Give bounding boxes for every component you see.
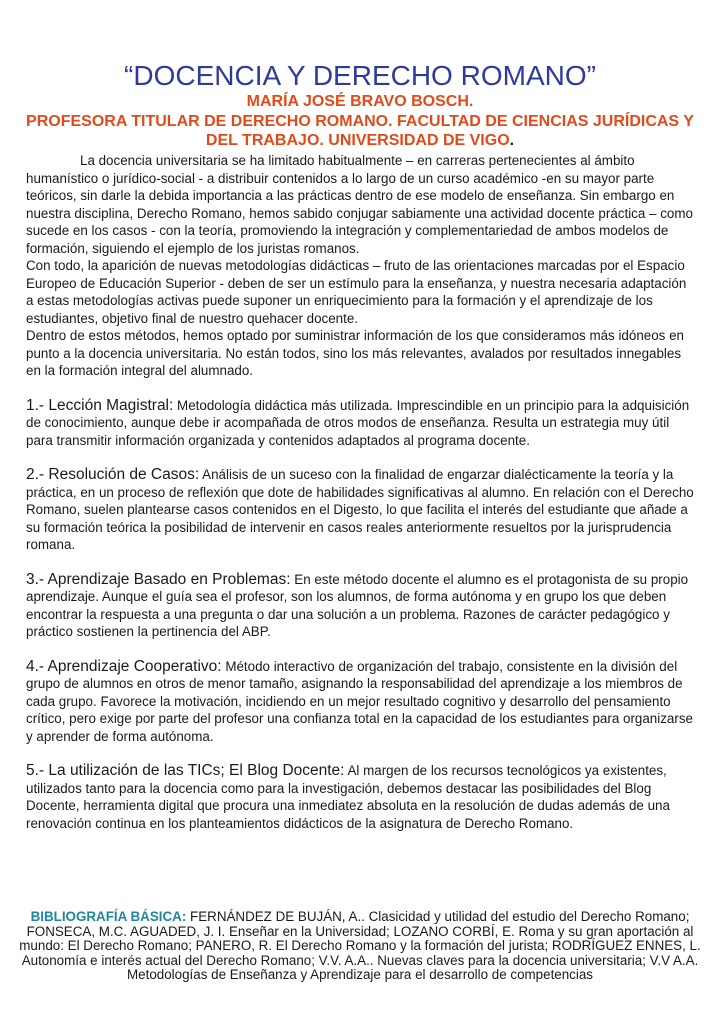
- bibliography: [12, 910, 708, 983]
- method-heading: 4.- Aprendizaje Cooperativo:: [26, 657, 222, 675]
- method-description: Metodología didáctica más utilizada. Imprescindible en un principio para la adquisición de conocimiento, aunque debe ir acompañada de otros modos de enseñanza. Resulta un estrategia muy útil para transmitir información organizada y contenidos adaptados al programa docente.: [26, 397, 690, 448]
- method-item-4: [26, 658, 694, 746]
- intro-paragraph-2: Con todo, la aparición de nuevas metodologías didácticas – fruto de las orientaciones marcadas por el Espacio Europeo de Educación Superior - deben de ser un estímulo para la enseñanza, y nuestra necesaria adaptación a estas metodologías activas puede suponer un enriquecimiento para la formación y el aprendizaje de los estudiantes, objetivo final de nuestro quehacer docente.: [26, 258, 687, 326]
- method-heading: 2.- Resolución de Casos:: [26, 466, 200, 483]
- intro-paragraph-3: Dentro de estos métodos, hemos optado por suministrar información de los que consideramos más idóneos en punto a la docencia universitaria. No están todos, sino los más relevantes, avalados por resultados innegables en la formación integral del alumnado.: [26, 328, 684, 378]
- affiliation-text: PROFESORA TITULAR DE DERECHO ROMANO. FACULTAD DE CIENCIAS JURÍDICAS Y DEL TRABAJO. UNIVERSIDAD DE VIGO: [26, 113, 694, 149]
- bibliography-label: BIBLIOGRAFÍA BÁSICA:: [30, 909, 187, 924]
- method-item-3: [26, 571, 694, 641]
- affiliation-period: .: [509, 132, 515, 149]
- method-heading: 3.- Aprendizaje Basado en Problemas:: [26, 570, 291, 588]
- author-name: MARÍA JOSÉ BRAVO BOSCH.: [246, 93, 474, 110]
- method-item-1: [26, 397, 694, 450]
- method-heading: 1.- Lección Magistral:: [26, 396, 174, 414]
- method-description: En este método docente el alumno es el protagonista de su propio aprendizaje. Aunque el guía sea el profesor, son los alumnos, de forma autónoma y en grupo los que deben encontrar la respuesta a una pregunta o dar una solución a un problema. Razones de carácter pedagógico y práctico sostienen la pertinencia del ABP.: [26, 571, 689, 639]
- intro-paragraph-1: La docencia universitaria se ha limitado habitualmente – en carreras pertenecientes al ámbito humanístico o jurídico-social - a distribuir contenidos a lo largo de un curso académico -en su mayor parte teóricos, sin darle la debida importancia a las prácticas dentro de ese modelo de enseñanza. Sin embargo en nuestra disciplina, Derecho Romano, hemos sabido conjugar sabiamente una actividad docente práctica – como sucede en los casos - con la teoría, promoviendo la integración y complementariedad de ambos modelos de formación, siguiendo el ejemplo de los juristas romanos.: [26, 153, 693, 256]
- method-item-5: [26, 762, 694, 832]
- method-description: Al margen de los recursos tecnológicos ya existentes, utilizados tanto para la docencia como para la investigación, debemos destacar las posibilidades del Blog Docente, herramienta digital que procura una inmediatez absoluta en la resolución de dudas además de una renovación continua en los planteamientos didácticos de la asignatura de Derecho Romano.: [26, 763, 670, 831]
- introduction: [26, 152, 694, 380]
- method-heading: 5.- La utilización de las TICs; El Blog Docente:: [26, 762, 345, 779]
- method-item-2: [26, 466, 694, 554]
- document-title: “DOCENCIA Y DERECHO ROMANO”: [124, 60, 596, 91]
- bibliography-text: FERNÁNDEZ DE BUJÁN, A.. Clasicidad y utilidad del estudio del Derecho Romano; FONSECA, M.C. AGUADED, J. I. Enseñar en la Universidad; LOZANO CORBÍ, E. Roma y su gran aportación al mundo: El Derecho Romano; PANERO, R. El Derecho Romano y la formación del jurista; RODRÍGUEZ ENNES, L. Autonomía e interés actual del Derecho Romano; V.V. A.A.. Nuevas claves para la docencia universitaria; V.V A.A. Metodologías de Enseñanza y Aprendizaje para el desarrollo de competencias: [19, 909, 701, 983]
- method-description: Método interactivo de organización del trabajo, consistente en la división del grupo de alumnos en otros de menor tamaño, asignando la responsabilidad del aprendizaje a los miembros de cada grupo. Favorece la motivación, incidiendo en un mejor resultado cognitivo y desarrollo del pensamiento crítico, pero exige por parte del profesor una confianza total en la capacidad de los estudiantes para organizarse y aprender de forma autónoma.: [26, 658, 693, 744]
- method-description: Análisis de un suceso con la finalidad de engarzar dialécticamente la teoría y la práctica, en un proceso de reflexión que dote de habilidades significativas al alumno. En relación con el Derecho Romano, suelen plantearse casos contenidos en el Digesto, lo que facilita el interés del estudiante que añade a su formación teórica la posibilidad de intervenir en casos reales anteriormente resueltos por la jurisprudencia romana.: [26, 467, 694, 552]
- author-affiliation: [8, 112, 712, 150]
